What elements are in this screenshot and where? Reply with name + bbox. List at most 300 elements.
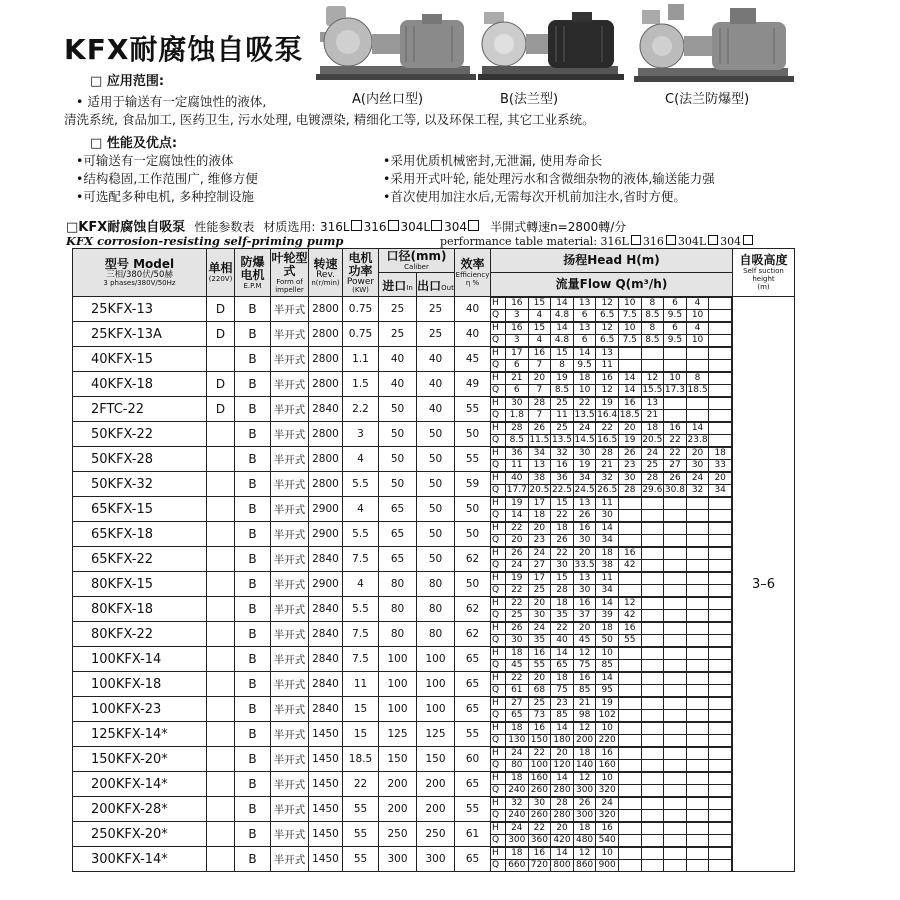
epm-cell: B: [235, 522, 271, 547]
feature-left-1: •可输送有一定腐蚀性的液体: [76, 153, 234, 168]
head-value: 22: [596, 423, 619, 435]
model-cell: 2FTC-22: [73, 397, 207, 422]
impeller-cell: 半开式: [271, 572, 309, 597]
impeller-cell: 半开式: [271, 472, 309, 497]
flow-label: Q: [491, 435, 506, 447]
flow-value: 4.8: [551, 335, 574, 347]
flow-value: 26: [551, 535, 574, 547]
inlet-cell: 40: [379, 372, 417, 397]
table-row: [73, 322, 795, 347]
flow-value: 30: [551, 560, 574, 572]
table-row: [73, 522, 795, 547]
flow-label: Q: [491, 310, 506, 322]
col-header-epm: 防爆电机 E.P.M: [235, 249, 271, 297]
impeller-cell: 半开式: [271, 297, 309, 322]
head-value: 24: [641, 448, 664, 460]
head-value: 22: [506, 673, 529, 685]
impeller-cell: 半开式: [271, 597, 309, 622]
inlet-cell: 125: [379, 722, 417, 747]
col-header-outlet: 出口Out: [417, 273, 455, 297]
flow-label: Q: [491, 485, 506, 497]
head-value: [686, 598, 709, 610]
flow-value: 360: [528, 835, 551, 847]
power-cell: 55: [343, 822, 379, 847]
flow-value: [686, 635, 709, 647]
flow-value: 7.5: [618, 335, 641, 347]
inlet-cell: 100: [379, 647, 417, 672]
head-value: 6: [664, 323, 687, 335]
flow-value: [641, 785, 664, 797]
head-value: 24: [573, 423, 596, 435]
table-row: [73, 497, 795, 522]
table-row: [73, 747, 795, 772]
head-value: 17: [528, 573, 551, 585]
head-value: 18: [641, 423, 664, 435]
inlet-cell: 50: [379, 472, 417, 497]
flow-value: [686, 560, 709, 572]
power-cell: 11: [343, 672, 379, 697]
head-value: 24: [528, 548, 551, 560]
head-value: [709, 598, 732, 610]
head-value: 19: [551, 373, 574, 385]
col-header-single-phase: 单相 (220V): [207, 249, 235, 297]
rev-cell: 2800: [309, 322, 343, 347]
head-value: 25: [551, 423, 574, 435]
flow-value: [664, 660, 687, 672]
single-phase-cell: [207, 672, 235, 697]
flow-value: 9.5: [664, 310, 687, 322]
flow-value: 4: [528, 335, 551, 347]
flow-value: [686, 860, 709, 872]
flow-value: 13.5: [551, 435, 572, 445]
efficiency-cell: 55: [455, 447, 491, 472]
flow-value: 80: [506, 760, 529, 772]
head-value: 34: [528, 448, 551, 460]
head-value: 13: [573, 298, 596, 310]
suction-height-cell: 3–6: [733, 297, 795, 872]
epm-cell: B: [235, 697, 271, 722]
flow-value: 50: [596, 635, 619, 647]
head-value: 14: [551, 323, 574, 335]
flow-value: 540: [596, 835, 619, 847]
head-value: 17: [506, 348, 529, 360]
flow-value: [618, 360, 641, 372]
head-value: 10: [618, 323, 641, 335]
head-value: [709, 423, 732, 435]
flow-label: Q: [491, 585, 506, 597]
epm-cell: B: [235, 747, 271, 772]
impeller-cell: 半开式: [271, 772, 309, 797]
head-value: 16: [596, 373, 619, 385]
model-cell: 100KFX-23: [73, 697, 207, 722]
efficiency-cell: 65: [455, 697, 491, 722]
flow-value: 140: [573, 760, 596, 772]
flow-value: 65: [506, 710, 529, 722]
head-value: 22: [506, 523, 529, 535]
flow-value: 240: [506, 810, 529, 822]
flow-value: 45: [506, 660, 529, 672]
head-value: [618, 698, 641, 710]
head-value: 24: [528, 623, 551, 635]
model-cell: 40KFX-15: [73, 347, 207, 372]
head-value: 16: [664, 423, 687, 435]
head-value: 28: [641, 473, 664, 485]
head-value: 28: [551, 798, 574, 810]
single-phase-cell: [207, 597, 235, 622]
head-value: [641, 723, 664, 735]
single-phase-cell: [207, 622, 235, 647]
head-value: [618, 798, 641, 810]
flow-value: 3: [506, 335, 529, 347]
table-row: [73, 722, 795, 747]
head-value: [618, 823, 641, 835]
power-cell: 1.5: [343, 372, 379, 397]
head-value: [686, 648, 709, 660]
head-value: [664, 823, 687, 835]
head-value: 14: [551, 298, 574, 310]
head-value: 20: [573, 623, 596, 635]
model-cell: 65KFX-22: [73, 547, 207, 572]
head-flow-cell: [491, 647, 733, 672]
epm-cell: B: [235, 297, 271, 322]
head-value: [641, 348, 664, 360]
head-value: 16: [618, 398, 641, 410]
power-cell: 7.5: [343, 622, 379, 647]
head-value: [641, 598, 664, 610]
efficiency-cell: 50: [455, 572, 491, 597]
power-cell: 5.5: [343, 522, 379, 547]
flow-value: [709, 760, 732, 772]
head-value: [686, 823, 709, 835]
head-value: [709, 673, 732, 685]
head-value: [709, 698, 732, 710]
efficiency-cell: 50: [455, 422, 491, 447]
head-value: [641, 548, 664, 560]
flow-value: 61: [506, 685, 529, 697]
head-value: 24: [506, 748, 529, 760]
outlet-cell: 80: [417, 572, 455, 597]
flow-value: 900: [596, 860, 619, 872]
inlet-cell: 300: [379, 847, 417, 872]
epm-cell: B: [235, 847, 271, 872]
flow-value: 11.5: [529, 435, 550, 445]
head-value: 15: [551, 498, 574, 510]
flow-value: 28: [551, 585, 574, 597]
impeller-cell: 半开式: [271, 722, 309, 747]
head-value: 25: [528, 698, 551, 710]
flow-value: [641, 360, 664, 372]
flow-value: 14.5: [574, 435, 595, 445]
flow-value: 37: [573, 610, 596, 622]
head-value: 18: [596, 548, 619, 560]
impeller-cell: 半开式: [271, 322, 309, 347]
flow-value: 65: [551, 660, 574, 672]
head-value: [618, 648, 641, 660]
head-value: 20: [528, 598, 551, 610]
head-value: 20: [528, 373, 551, 385]
inlet-cell: 200: [379, 772, 417, 797]
head-value: 19: [596, 698, 619, 710]
flow-value: 800: [551, 860, 574, 872]
flow-value: [618, 735, 641, 747]
head-value: 8: [641, 298, 664, 310]
model-cell: 125KFX-14*: [73, 722, 207, 747]
table-row: [73, 447, 795, 472]
flow-value: [686, 760, 709, 772]
flow-value: 420: [551, 835, 574, 847]
flow-value: [709, 310, 732, 322]
outlet-cell: 150: [417, 747, 455, 772]
epm-cell: B: [235, 497, 271, 522]
head-value: [686, 498, 709, 510]
flow-value: 8.5: [641, 335, 664, 347]
head-label: H: [491, 548, 506, 560]
head-value: 18: [573, 823, 596, 835]
flow-value: 17.7: [506, 485, 527, 495]
flow-value: [686, 410, 709, 422]
outlet-cell: 100: [417, 697, 455, 722]
feature-right-1: •采用优质机械密封,无泄漏, 使用寿命长: [383, 153, 603, 168]
single-phase-cell: [207, 472, 235, 497]
flow-value: 6: [506, 385, 529, 397]
flow-value: [686, 510, 709, 522]
head-flow-cell: [491, 697, 733, 722]
table-row: [73, 397, 795, 422]
inlet-cell: 65: [379, 497, 417, 522]
flow-value: [641, 735, 664, 747]
impeller-cell: 半开式: [271, 622, 309, 647]
head-value: 160: [528, 773, 551, 785]
flow-value: [709, 835, 732, 847]
flow-value: 320: [596, 785, 619, 797]
flow-value: [686, 785, 709, 797]
inlet-cell: 80: [379, 597, 417, 622]
head-value: [641, 773, 664, 785]
flow-value: 22.5: [551, 485, 572, 495]
feature-right-2: •采用开式叶轮, 能处理污水和含微细杂物的液体,输送能力强: [383, 171, 715, 186]
head-flow-cell: [491, 397, 733, 422]
model-cell: 80KFX-22: [73, 622, 207, 647]
table-row: [73, 572, 795, 597]
head-flow-cell: [491, 522, 733, 547]
flow-value: 22: [506, 585, 529, 597]
head-value: [709, 623, 732, 635]
head-value: [641, 648, 664, 660]
flow-value: 39: [596, 610, 619, 622]
power-cell: 5.5: [343, 472, 379, 497]
head-value: 13: [641, 398, 664, 410]
rev-cell: 2840: [309, 597, 343, 622]
epm-cell: B: [235, 447, 271, 472]
head-label: H: [491, 798, 506, 810]
single-phase-cell: [207, 847, 235, 872]
flow-value: 21: [596, 460, 619, 472]
head-value: 13: [573, 573, 596, 585]
flow-label: Q: [491, 660, 506, 672]
flow-label: Q: [491, 410, 506, 422]
power-cell: 7.5: [343, 647, 379, 672]
flow-value: 68: [528, 685, 551, 697]
head-value: 24: [686, 473, 709, 485]
inlet-cell: 100: [379, 672, 417, 697]
model-cell: 25KFX-13: [73, 297, 207, 322]
epm-cell: B: [235, 672, 271, 697]
outlet-cell: 100: [417, 647, 455, 672]
epm-cell: B: [235, 472, 271, 497]
outlet-cell: 200: [417, 797, 455, 822]
head-value: [664, 348, 687, 360]
outlet-cell: 40: [417, 347, 455, 372]
head-value: 32: [506, 798, 529, 810]
epm-cell: B: [235, 347, 271, 372]
head-value: [664, 598, 687, 610]
head-flow-cell: [491, 747, 733, 772]
head-value: [686, 848, 709, 860]
head-value: 26: [573, 798, 596, 810]
flow-value: 200: [573, 735, 596, 747]
flow-value: 7.5: [618, 310, 641, 322]
flow-value: [709, 785, 732, 797]
head-value: 28: [528, 398, 551, 410]
pump-type-b-image: [476, 4, 626, 86]
epm-cell: B: [235, 397, 271, 422]
table-row: [73, 697, 795, 722]
flow-value: [641, 635, 664, 647]
single-phase-cell: [207, 522, 235, 547]
flow-value: 3: [506, 310, 529, 322]
flow-value: 16.4: [597, 410, 618, 420]
outlet-cell: 250: [417, 822, 455, 847]
flow-value: 4.8: [551, 310, 574, 322]
epm-cell: B: [235, 822, 271, 847]
power-cell: 4: [343, 497, 379, 522]
head-value: 12: [573, 848, 596, 860]
col-header-model: 型号 Model 三相/380伏/50赫 3 phases/380V/50Hz: [73, 249, 207, 297]
single-phase-cell: [207, 722, 235, 747]
head-value: 20: [709, 473, 732, 485]
flow-value: [664, 510, 687, 522]
epm-cell: B: [235, 772, 271, 797]
head-value: 23: [551, 698, 574, 710]
flow-value: 19: [618, 435, 641, 447]
inlet-cell: 65: [379, 547, 417, 572]
outlet-cell: 300: [417, 847, 455, 872]
head-value: 26: [528, 423, 551, 435]
flow-value: 15.5: [642, 385, 663, 395]
flow-value: [618, 585, 641, 597]
rev-cell: 1450: [309, 747, 343, 772]
head-value: 18: [596, 623, 619, 635]
impeller-cell: 半开式: [271, 797, 309, 822]
flow-value: 55: [618, 635, 641, 647]
epm-cell: B: [235, 597, 271, 622]
pump-type-c-caption: C(法兰防爆型): [665, 92, 750, 107]
inlet-cell: 25: [379, 297, 417, 322]
head-value: 16: [596, 748, 619, 760]
head-value: [664, 698, 687, 710]
flow-value: 23: [528, 535, 551, 547]
rev-cell: 2840: [309, 672, 343, 697]
model-cell: 250KFX-20*: [73, 822, 207, 847]
outlet-cell: 125: [417, 722, 455, 747]
table-row: [73, 847, 795, 872]
head-value: [709, 373, 732, 385]
outlet-cell: 40: [417, 397, 455, 422]
head-value: 16: [528, 848, 551, 860]
head-value: 12: [596, 298, 619, 310]
flow-value: 320: [596, 810, 619, 822]
head-value: 28: [596, 448, 619, 460]
flow-value: [664, 760, 687, 772]
head-label: H: [491, 748, 506, 760]
impeller-cell: 半开式: [271, 847, 309, 872]
rev-cell: 2900: [309, 572, 343, 597]
head-value: 18: [551, 673, 574, 685]
head-value: 20: [573, 548, 596, 560]
head-value: 14: [551, 723, 574, 735]
rev-cell: 2900: [309, 522, 343, 547]
flow-value: [709, 660, 732, 672]
efficiency-cell: 62: [455, 597, 491, 622]
head-value: 14: [618, 373, 641, 385]
head-label: H: [491, 323, 506, 335]
flow-value: [664, 410, 687, 422]
flow-value: 33.5: [574, 560, 595, 570]
head-value: 30: [618, 473, 641, 485]
flow-value: [709, 560, 732, 572]
flow-value: 20.5: [529, 485, 550, 495]
impeller-cell: 半开式: [271, 372, 309, 397]
single-phase-cell: D: [207, 372, 235, 397]
flow-value: [686, 585, 709, 597]
head-value: [664, 648, 687, 660]
efficiency-cell: 49: [455, 372, 491, 397]
flow-value: [686, 685, 709, 697]
flow-value: [709, 360, 732, 372]
head-value: 21: [506, 373, 529, 385]
rev-cell: 2840: [309, 547, 343, 572]
head-value: [709, 798, 732, 810]
head-value: 10: [596, 773, 619, 785]
efficiency-cell: 61: [455, 822, 491, 847]
model-cell: 50KFX-32: [73, 472, 207, 497]
inlet-cell: 40: [379, 347, 417, 372]
single-phase-cell: [207, 497, 235, 522]
impeller-cell: 半开式: [271, 747, 309, 772]
power-cell: 22: [343, 772, 379, 797]
head-value: 40: [506, 473, 529, 485]
single-phase-cell: [207, 822, 235, 847]
head-value: 18: [551, 598, 574, 610]
flow-value: 35: [528, 635, 551, 647]
single-phase-cell: [207, 747, 235, 772]
single-phase-cell: [207, 772, 235, 797]
head-value: [709, 548, 732, 560]
head-value: [641, 623, 664, 635]
head-value: 20: [618, 423, 641, 435]
head-value: 32: [596, 473, 619, 485]
epm-cell: B: [235, 372, 271, 397]
head-value: [709, 648, 732, 660]
flow-label: Q: [491, 360, 506, 372]
flow-value: 6: [573, 335, 596, 347]
head-value: 24: [506, 823, 529, 835]
head-value: 14: [596, 523, 619, 535]
head-label: H: [491, 723, 506, 735]
flow-value: 25: [641, 460, 664, 472]
rev-cell: 2800: [309, 472, 343, 497]
power-cell: 4: [343, 447, 379, 472]
